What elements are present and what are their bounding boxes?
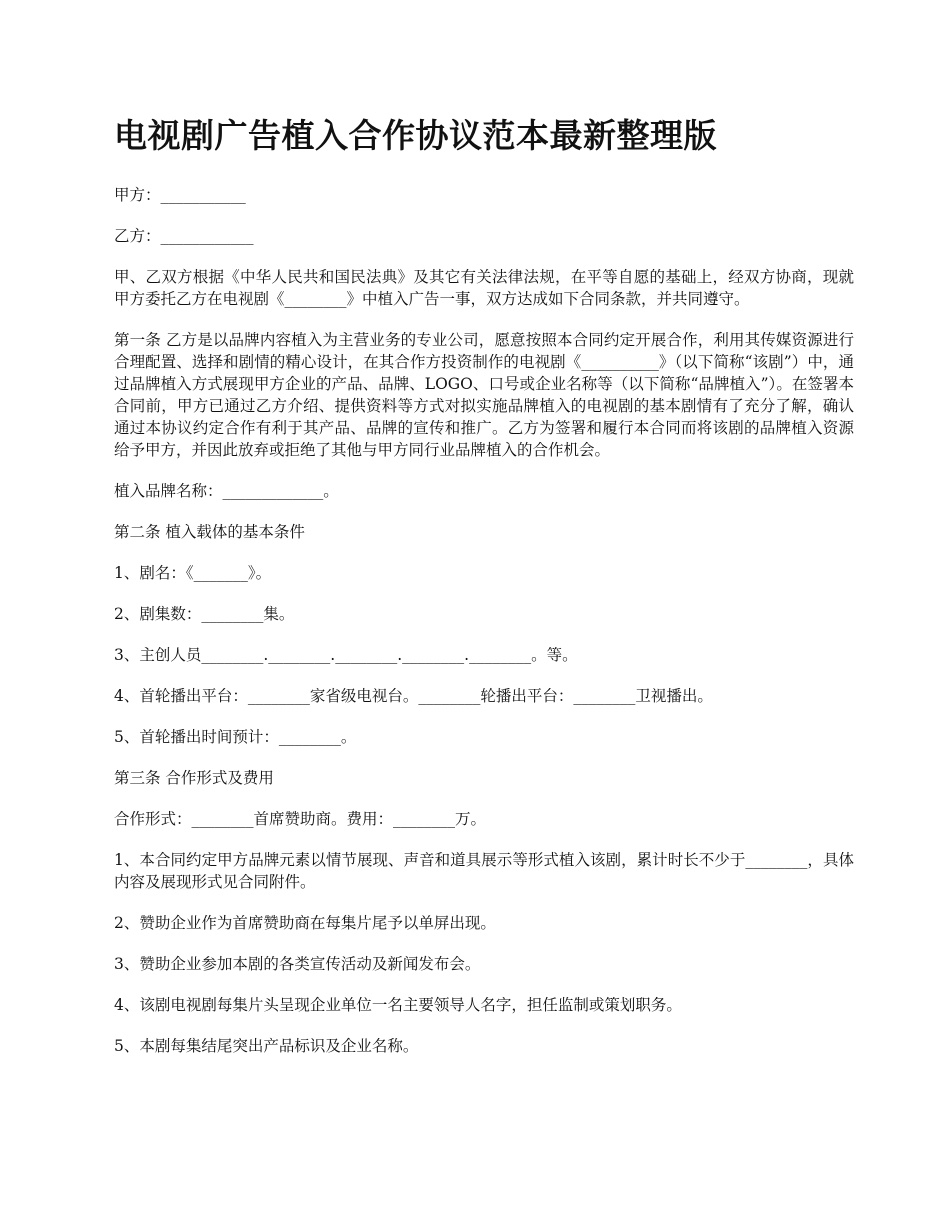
article-1-paragraph: 第一条 乙方是以品牌内容植入为主营业务的专业公司，愿意按照本合同约定开展合作，利用其传媒资源进行合理配置、选择和剧情的精心设计，在其合作方投资制作的电视剧《__________》（以下简称“该剧”）中，通过品牌植入方式展现甲方企业的产品、品牌、LOGO、口号或企业名称等（以下简称“品牌植入”）。在签署本合同前，甲方已通过乙方介绍、提供资料等方式对拟实施品牌植入的电视剧的基本剧情有了充分了解，确认通过本协议约定合作有利于其产品、品牌的宣传和推广。乙方为签署和履行本合同而将该剧的品牌植入资源给予甲方，并因此放弃或拒绝了其他与甲方同行业品牌植入的合作机会。 [114,331,854,459]
article-2-heading: 第二条 植入载体的基本条件 [114,523,305,541]
article-3-item-credits: 4、该剧电视剧每集片头呈现企业单位一名主要领导人名字，担任监制或策划职务。 [114,996,682,1014]
article-2-item-platform: 4、首轮播出平台：________家省级电视台。________轮播出平台：________卫视播出。 [114,687,713,705]
article-2-item-episodes: 2、剧集数：________集。 [114,605,295,623]
article-3-item-sponsor: 2、赞助企业作为首席赞助商在每集片尾予以单屏出现。 [114,914,496,932]
document-title: 电视剧广告植入合作协议范本最新整理版 [114,116,717,155]
document-page [114,110,854,1076]
article-3-heading: 第三条 合作形式及费用 [114,769,274,787]
article-2-item-airtime: 5、首轮播出时间预计：________。 [114,728,357,746]
brand-name-line: 植入品牌名称：_____________。 [114,482,339,500]
intro-paragraph: 甲、乙双方根据《中华人民共和国民法典》及其它有关法律法规，在平等自愿的基础上，经双方协商，现就甲方委托乙方在电视剧《________》中植入广告一事，双方达成如下合同条款，并共同遵守。 [114,268,854,308]
cooperation-form-line: 合作形式：________首席赞助商。费用：________万。 [114,810,487,828]
article-2-item-creators: 3、主创人员________.________.________.________.________。等。 [114,646,578,664]
article-3-item-promotion: 3、赞助企业参加本剧的各类宣传活动及新闻发布会。 [114,955,481,973]
article-3-item-duration: 1、本合同约定甲方品牌元素以情节展现、声音和道具展示等形式植入该剧，累计时长不少于________，具体内容及展现形式见合同附件。 [114,851,854,891]
article-3-item-logo: 5、本剧每集结尾突出产品标识及企业名称。 [114,1037,419,1055]
party-b-line: 乙方：____________ [114,227,254,245]
article-2-item-title: 1、剧名：《_______》。 [114,564,272,582]
party-a-line: 甲方：___________ [114,186,246,204]
